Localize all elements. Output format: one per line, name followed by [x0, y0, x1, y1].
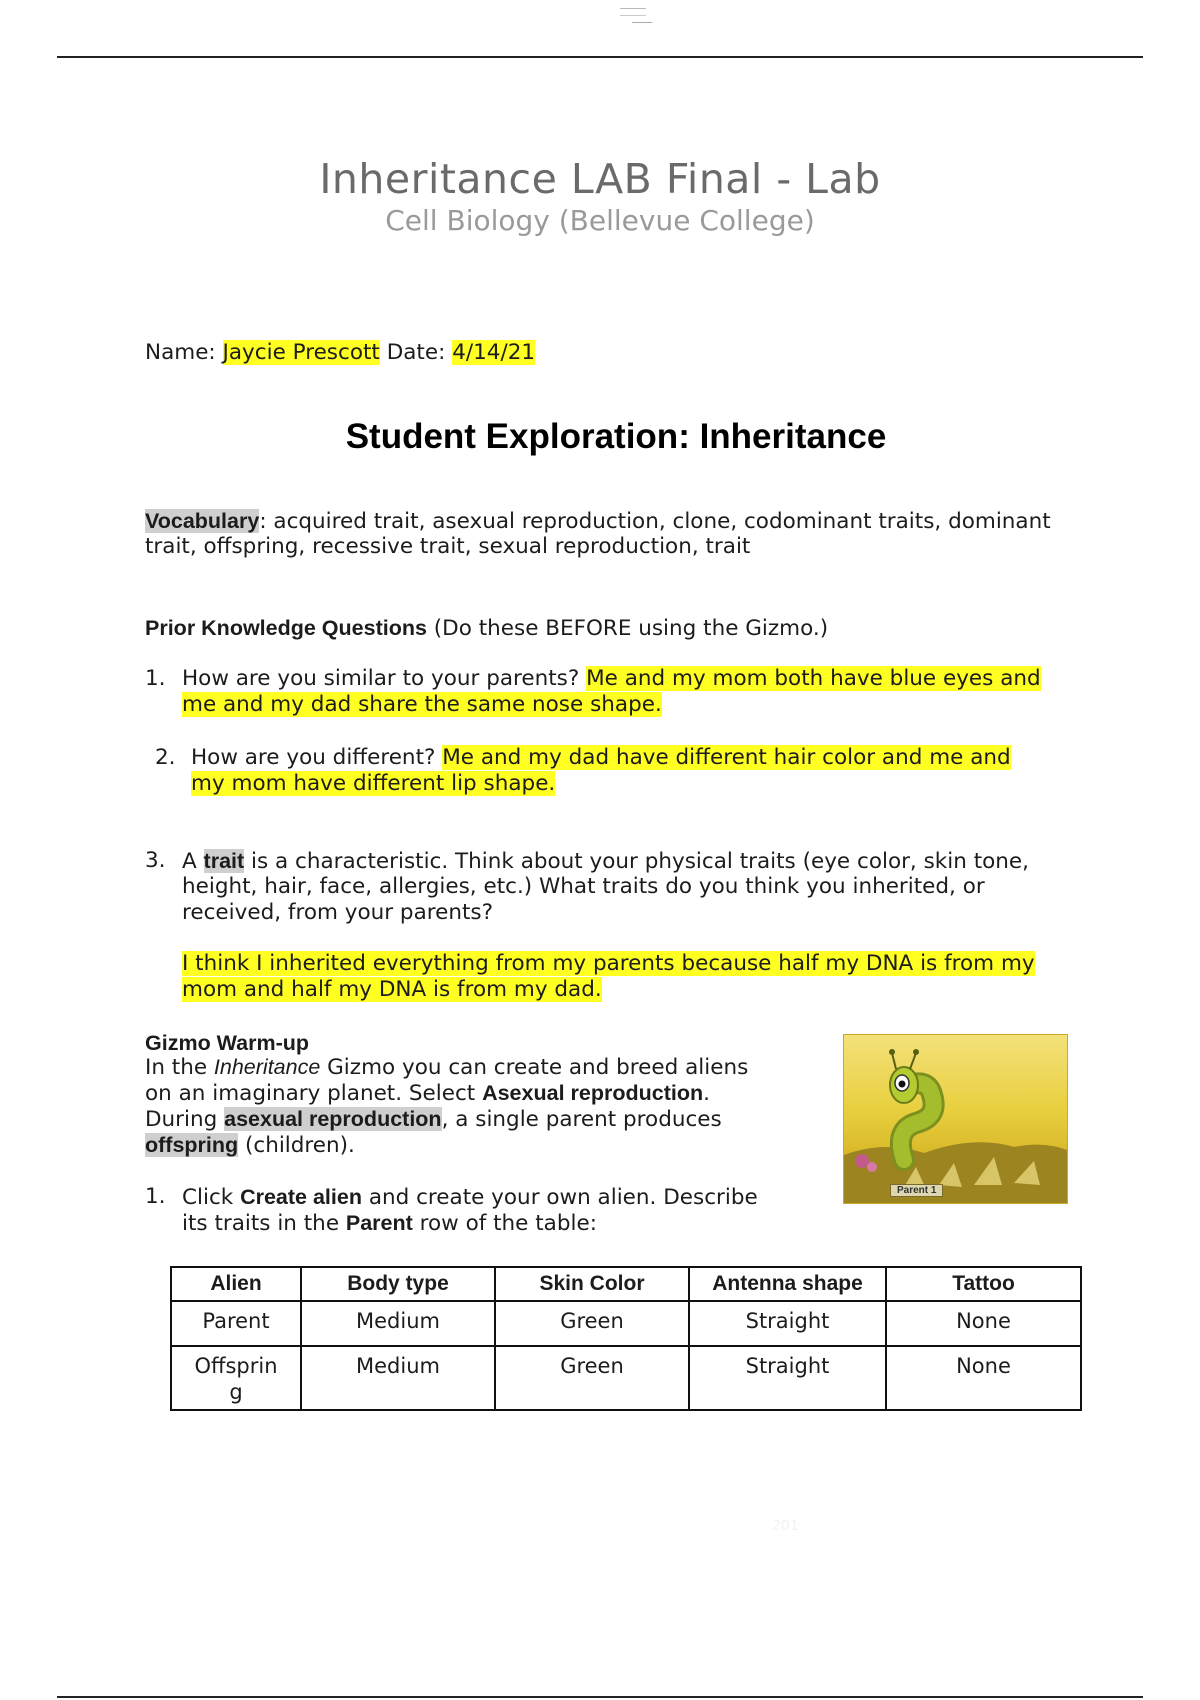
q3-pre: A: [182, 849, 204, 874]
name-label: Name:: [145, 340, 216, 365]
alien-illustration: [843, 1034, 1068, 1204]
header-rule: [57, 56, 1143, 58]
q3-answer-line-1: [182, 951, 1035, 977]
date-label: Date:: [386, 340, 446, 365]
q1-line-2: [182, 692, 662, 718]
col-tattoo: Tattoo: [886, 1267, 1081, 1301]
q2-text: How are you different?: [191, 745, 443, 770]
col-alien: Alien: [171, 1267, 301, 1301]
antenna-tip-left: [889, 1049, 895, 1055]
antenna-tip-right: [913, 1049, 919, 1055]
q1-line-1: [182, 666, 1041, 692]
col-skin-color: Skin Color: [495, 1267, 689, 1301]
cell-antenna-shape: Straight: [689, 1301, 886, 1346]
vocabulary-terms-1: : acquired trait, asexual reproduction, clone, codominant traits, dominant: [259, 509, 1051, 534]
alien-antenna-right: [910, 1053, 916, 1069]
faint-page-mark: 201: [772, 1518, 799, 1534]
warmup-l3-c: , a single parent produces: [441, 1107, 722, 1132]
warmup-l3-b: asexual reproduction: [224, 1107, 442, 1131]
table-row: [171, 1346, 1081, 1410]
warmup-s1-a: Click: [182, 1185, 241, 1210]
cell-antenna-shape: Straight: [689, 1346, 886, 1410]
warmup-l4-a: offspring: [145, 1133, 239, 1157]
warmup-l1-b: Inheritance: [213, 1055, 321, 1079]
top-page-mark-line: [632, 22, 652, 23]
warmup-l3-a: During: [145, 1107, 225, 1132]
warmup-title: Gizmo Warm-up: [145, 1031, 310, 1055]
warmup-l1-c: Gizmo you can create and breed aliens: [320, 1055, 749, 1080]
q1-answer-a: Me and my mom both have blue eyes and: [586, 666, 1041, 691]
cell-tattoo: None: [886, 1346, 1081, 1410]
table-row: [171, 1301, 1081, 1346]
warmup-l2-c: .: [703, 1081, 710, 1106]
q1-number: 1.: [145, 666, 166, 691]
warmup-l2-b: Asexual reproduction: [482, 1081, 704, 1105]
prior-knowledge-heading: [145, 615, 828, 642]
q3-answer-a: I think I inherited everything from my parents because half my DNA is from my: [182, 951, 1035, 976]
warmup-s2-a: its traits in the: [182, 1211, 346, 1236]
q2-line-1: [191, 745, 1011, 771]
q2-line-2: [191, 771, 555, 797]
warmup-l4-b: (children).: [238, 1133, 355, 1158]
q3-number: 3.: [145, 848, 166, 873]
footer-rule: [57, 1696, 1143, 1698]
warmup-l2-a: on an imaginary planet. Select: [145, 1081, 483, 1106]
vocabulary-label: Vocabulary: [145, 509, 260, 533]
q2-number: 2.: [155, 745, 176, 770]
name-date-line: [145, 340, 535, 366]
alien-drawing: [844, 1035, 1067, 1203]
cell-body-type: Medium: [301, 1346, 495, 1410]
cell-skin-color: Green: [495, 1346, 689, 1410]
q3-line-1: [182, 848, 1029, 875]
warmup-s2-c: row of the table:: [412, 1211, 597, 1236]
warmup-line-1: [145, 1054, 748, 1081]
cell-tattoo: None: [886, 1301, 1081, 1346]
flower-shape: [855, 1154, 869, 1168]
warmup-step-line-2: [182, 1210, 597, 1237]
q2-answer-b: my mom have different lip shape.: [191, 771, 556, 796]
traits-table: [170, 1266, 1082, 1411]
warmup-line-3: [145, 1106, 722, 1133]
flower-shape-2: [867, 1162, 877, 1172]
date-value: 4/14/21: [452, 340, 536, 365]
cell-alien: Parent: [171, 1301, 301, 1346]
top-page-mark: [620, 8, 646, 16]
parent-label: Parent 1: [890, 1184, 943, 1197]
prior-knowledge-label: Prior Knowledge Questions: [145, 616, 427, 640]
q3-term: trait: [203, 849, 245, 873]
q3-line-3: received, from your parents?: [182, 900, 494, 925]
alien-pupil: [899, 1081, 906, 1088]
vocabulary-line-2: trait, offspring, recessive trait, sexual reproduction, trait: [145, 534, 751, 559]
q2-answer-a: Me and my dad have different hair color and me and: [442, 745, 1011, 770]
page-heading: Student Exploration: Inheritance: [345, 417, 887, 456]
q3-text-1: is a characteristic. Think about your physical traits (eye color, skin tone,: [244, 849, 1029, 874]
name-value: Jaycie Prescott: [222, 340, 380, 365]
q1-answer-b: me and my dad share the same nose shape.: [182, 692, 662, 717]
q1-text: How are you similar to your parents?: [182, 666, 587, 691]
document-title: Inheritance LAB Final - Lab: [319, 155, 881, 203]
q3-answer-b: mom and half my DNA is from my dad.: [182, 977, 602, 1002]
q3-line-2: height, hair, face, allergies, etc.) What traits do you think you inherited, or: [182, 874, 985, 899]
warmup-step-number: 1.: [145, 1184, 166, 1209]
warmup-s1-b: Create alien: [240, 1185, 362, 1209]
alien-antenna-left: [892, 1053, 896, 1069]
warmup-step-line-1: [182, 1184, 758, 1211]
q3-answer-line-2: [182, 977, 602, 1003]
warmup-s2-b: Parent: [345, 1211, 413, 1235]
warmup-l1-a: In the: [145, 1055, 214, 1080]
col-body-type: Body type: [301, 1267, 495, 1301]
warmup-line-2: [145, 1080, 710, 1107]
col-antenna-shape: Antenna shape: [689, 1267, 886, 1301]
document-subtitle: Cell Biology (Bellevue College): [385, 204, 815, 237]
cell-skin-color: Green: [495, 1301, 689, 1346]
vocabulary-line-1: [145, 508, 1051, 535]
cell-body-type: Medium: [301, 1301, 495, 1346]
cell-alien: Offspring: [171, 1346, 301, 1410]
table-header-row: [171, 1267, 1081, 1301]
warmup-line-4: [145, 1132, 355, 1159]
prior-knowledge-note: (Do these BEFORE using the Gizmo.): [426, 616, 829, 641]
warmup-s1-c: and create your own alien. Describe: [361, 1185, 758, 1210]
